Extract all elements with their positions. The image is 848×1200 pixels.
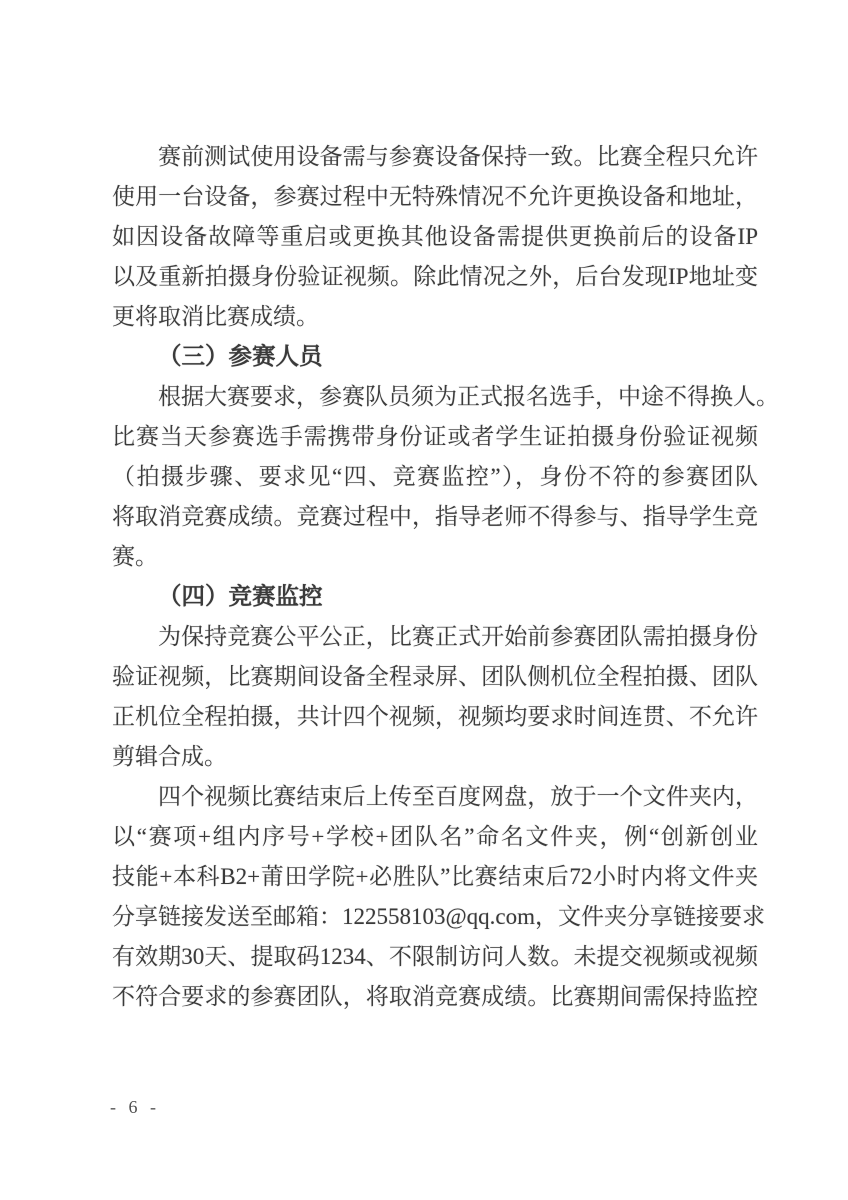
page-number: - 6 - (110, 1097, 160, 1117)
paragraph (112, 377, 779, 577)
text-line: 不符合要求的参赛团队，将取消竞赛成绩。比赛期间需保持监控 (112, 984, 758, 1009)
text-line: 根据大赛要求，参赛队员须为正式报名选手，中途不得换人。 (158, 384, 779, 409)
text-line: 比赛当天参赛选手需携带身份证或者学生证拍摄身份验证视频 (112, 424, 758, 449)
text-line: 赛。 (112, 544, 158, 569)
section-heading: （四）竞赛监控 (158, 584, 323, 610)
text-line: 有效期30天、提取码1234、不限制访问人数。未提交视频或视频 (112, 944, 758, 969)
text-line: 剪辑合成。 (112, 744, 227, 769)
section-heading: （三）参赛人员 (158, 344, 323, 370)
text-line: 技能+本科B2+莆田学院+必胜队”比赛结束后72小时内将文件夹 (112, 864, 758, 889)
text-line: 赛前测试使用设备需与参赛设备保持一致。比赛全程只允许 (158, 144, 758, 169)
text-line: 以及重新拍摄身份验证视频。除此情况之外，后台发现IP地址变 (112, 264, 758, 289)
text-line: （拍摄步骤、要求见“四、竞赛监控”），身份不符的参赛团队 (112, 464, 758, 489)
text-line: 验证视频，比赛期间设备全程录屏、团队侧机位全程拍摄、团队 (112, 664, 758, 689)
text-line: 四个视频比赛结束后上传至百度网盘，放于一个文件夹内， (158, 784, 758, 809)
text-line: 分享链接发送至邮箱：122558103@qq.com，文件夹分享链接要求 (112, 904, 766, 929)
text-line: 将取消竞赛成绩。竞赛过程中，指导老师不得参与、指导学生竞 (112, 504, 758, 529)
document-body (112, 137, 779, 1017)
text-line: 更将取消比赛成绩。 (112, 304, 319, 329)
text-line: 为保持竞赛公平公正，比赛正式开始前参赛团队需拍摄身份 (158, 624, 758, 649)
text-line: 正机位全程拍摄，共计四个视频，视频均要求时间连贯、不允许 (112, 704, 758, 729)
paragraph (112, 137, 758, 337)
text-line: 如因设备故障等重启或更换其他设备需提供更换前后的设备IP (112, 224, 758, 249)
text-line: 使用一台设备，参赛过程中无特殊情况不允许更换设备和地址， (112, 184, 758, 209)
paragraph (112, 617, 758, 777)
paragraph (112, 777, 766, 1017)
text-line: 以“赛项+组内序号+学校+团队名”命名文件夹，例“创新创业 (112, 824, 758, 849)
